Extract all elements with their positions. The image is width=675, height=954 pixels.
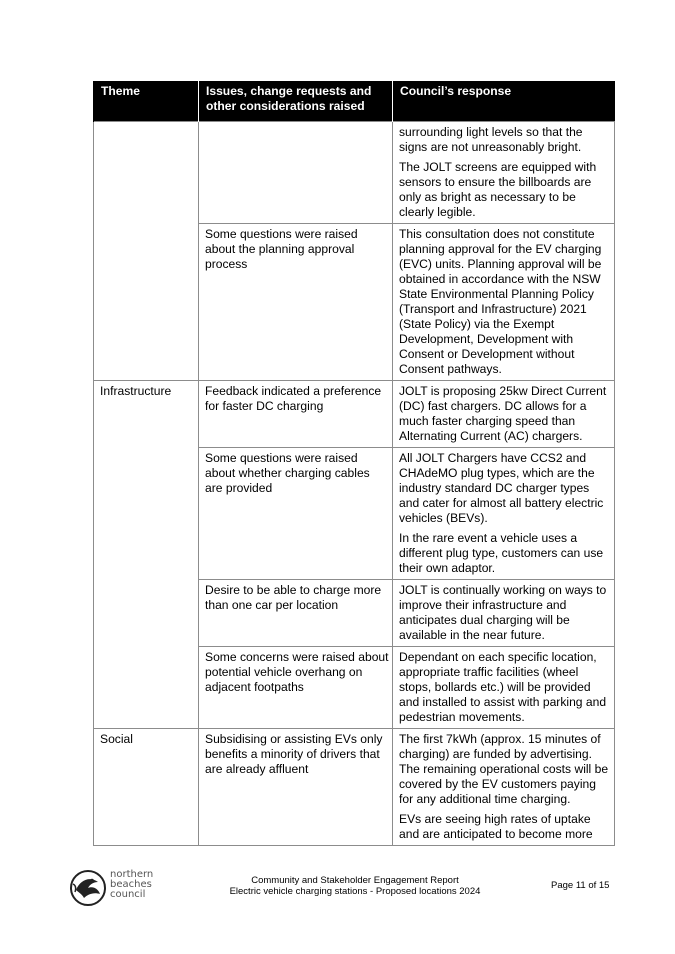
report-subtitle: Electric vehicle charging stations - Proposed locations 2024 <box>229 886 481 897</box>
table-row <box>94 580 615 647</box>
issue-cell: Subsidising or assisting EVs only benefits a minority of drivers that are already affluent <box>199 729 393 846</box>
logo-line-2: beaches <box>110 879 152 890</box>
response-paragraph: surrounding light levels so that the signs are not unreasonably bright. <box>399 125 583 154</box>
response-paragraph: The JOLT screens are equipped with sensors to ensure the billboards are only as bright as necessary to be clearly legible. <box>399 160 597 219</box>
table-row <box>94 729 615 846</box>
logo-wordmark <box>110 870 153 900</box>
theme-cell <box>94 647 199 729</box>
table-header-row <box>94 81 615 122</box>
table-row <box>94 647 615 729</box>
theme-cell <box>94 122 199 224</box>
issue-cell: Some questions were raised about whether charging cables are provided <box>199 448 393 580</box>
table-row <box>94 122 615 224</box>
response-paragraph: JOLT is continually working on ways to improve their infrastructure and anticipates dual charging will be available in the near future. <box>399 583 607 642</box>
footer-report-info <box>200 875 510 897</box>
logo-line-3: council <box>110 889 146 900</box>
theme-cell <box>94 224 199 381</box>
response-cell <box>393 729 615 846</box>
header-theme: Theme <box>94 81 199 122</box>
response-paragraph: EVs are seeing high rates of uptake and are anticipated to become more <box>399 812 593 841</box>
response-paragraph: This consultation does not constitute planning approval for the EV charging (EVC) units. Planning approval will be obtained in accordance with the NSW State Environmental Planning Policy (Transport and Infrastructure) 2021 (State Policy) via the Exempt Development, Development with Consent or Development without Consent pathways. <box>399 227 602 376</box>
response-cell <box>393 224 615 381</box>
engagement-table <box>93 81 615 846</box>
table-row <box>94 224 615 381</box>
response-cell <box>393 381 615 448</box>
issue-cell: Some concerns were raised about potential vehicle overhang on adjacent footpaths <box>199 647 393 729</box>
response-cell <box>393 448 615 580</box>
response-cell <box>393 647 615 729</box>
response-paragraph: All JOLT Chargers have CCS2 and CHAdeMO plug types, which are the industry standard DC charger types and cater for almost all battery electric vehicles (BEVs). <box>399 451 604 525</box>
theme-cell: Social <box>94 729 199 846</box>
table-row <box>94 381 615 448</box>
header-issues: Issues, change requests and other considerations raised <box>199 81 393 122</box>
logo-line-1: northern <box>110 869 154 880</box>
response-paragraph: JOLT is proposing 25kw Direct Current (DC) fast chargers. DC allows for a much faster charging speed than Alternating Current (AC) chargers. <box>399 384 607 443</box>
response-paragraph: In the rare event a vehicle uses a different plug type, customers can use their own adaptor. <box>399 531 604 575</box>
response-paragraph: The first 7kWh (approx. 15 minutes of charging) are funded by advertising. The remaining operational costs will be covered by the EV customers paying for any additional time charging. <box>399 732 609 806</box>
report-title: Community and Stakeholder Engagement Report <box>251 875 459 886</box>
issue-cell <box>199 122 393 224</box>
response-cell <box>393 580 615 647</box>
table-body <box>94 122 615 846</box>
theme-cell <box>94 448 199 580</box>
page-number: Page 11 of 15 <box>551 880 610 891</box>
response-cell <box>393 122 615 224</box>
table-row <box>94 448 615 580</box>
header-response: Council’s response <box>393 81 615 122</box>
issue-cell: Feedback indicated a preference for faster DC charging <box>199 381 393 448</box>
theme-cell: Infrastructure <box>94 381 199 448</box>
northern-beaches-council-logo <box>68 864 178 912</box>
page-footer <box>0 858 675 918</box>
theme-cell <box>94 580 199 647</box>
issue-cell: Some questions were raised about the planning approval process <box>199 224 393 381</box>
response-paragraph: Dependant on each specific location, appropriate traffic facilities (wheel stops, bollards etc.) will be provided and installed to assist with parking and pedestrian movements. <box>399 650 607 724</box>
council-emblem-icon <box>68 868 108 908</box>
issue-cell: Desire to be able to charge more than one car per location <box>199 580 393 647</box>
